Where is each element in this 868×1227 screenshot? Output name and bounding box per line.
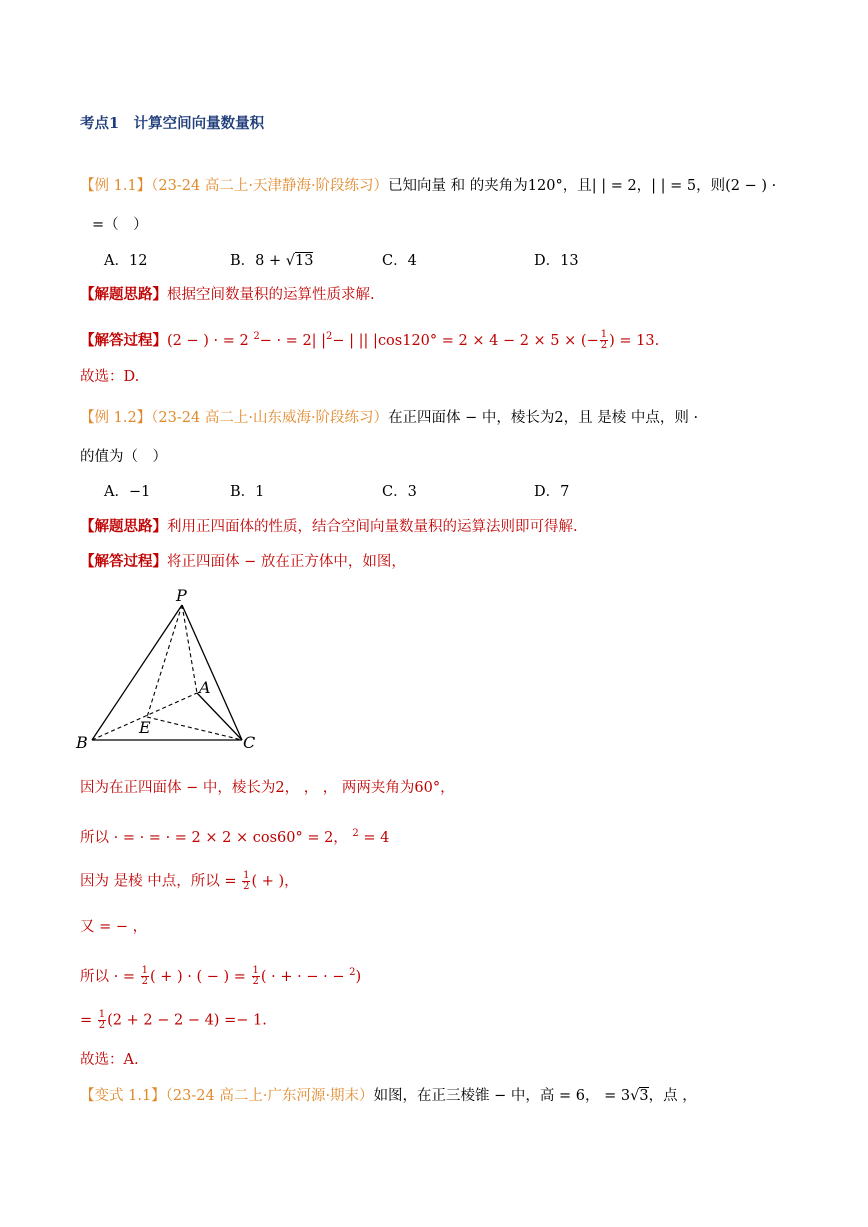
- l5-c: ( · + · − · −: [260, 968, 350, 985]
- label-p: P: [176, 586, 187, 605]
- frac-num: 1: [243, 870, 250, 881]
- process-c: − | || |cos120° = 2 × 4 − 2 × 5 ×: [332, 332, 581, 349]
- l5-a: 所以 · =: [80, 968, 140, 985]
- sqrt-radicand: 13: [295, 253, 314, 269]
- solution-line-4: 又 = − ，: [80, 919, 148, 935]
- solution-line-1: 因为在正四面体 − 中，棱长为2， ， ， 两两夹角为60°，: [80, 780, 455, 796]
- option-a: A．−1: [104, 484, 151, 500]
- option-d: D．13: [534, 253, 579, 269]
- process-sup2: 2: [326, 331, 333, 342]
- label-a: A: [199, 678, 211, 697]
- edge-pc: [182, 605, 242, 740]
- l2-a: 所以 · = · = · = 2 × 2 × cos60° = 2，: [80, 829, 353, 846]
- variation-source: （23-24 高二上·广东河源·期末）: [165, 1088, 374, 1104]
- l2-b: = 4: [358, 829, 390, 846]
- stem-text: 在正四面体 − 中，棱长为2，且 是棱 中点，则 ·: [388, 410, 699, 426]
- fraction: [242, 871, 250, 892]
- idea-line: [80, 285, 375, 305]
- example-source: （23-24 高二上·山东威海·阶段练习）: [151, 410, 389, 426]
- solution-line-6: [80, 1010, 267, 1031]
- idea-text: 根据空间数量积的运算性质求解.: [167, 287, 375, 303]
- frac-den: 2: [600, 340, 608, 352]
- example-1-1-stem: [80, 176, 776, 196]
- l5-b: ( + ) · ( − ) =: [149, 968, 251, 985]
- option-b: [230, 251, 313, 271]
- process-frac-post: ) = 13.: [609, 332, 660, 349]
- frac-num: 1: [252, 965, 259, 977]
- label-e: E: [139, 718, 151, 737]
- example-1-1-stem-cont: =（ ）: [92, 217, 148, 233]
- l2-sup: 2: [352, 828, 359, 839]
- variation-tag: 【变式 1.1】: [80, 1088, 166, 1104]
- frac-den: 2: [141, 976, 148, 988]
- idea-text: 利用正四面体的性质，结合空间向量数量积的运算法则即可得解.: [167, 519, 578, 535]
- edge-ac: [197, 693, 242, 740]
- l6-b: (2 + 2 − 2 − 4) =− 1.: [107, 1012, 267, 1029]
- stem-text-b: ，点 ，: [648, 1088, 697, 1104]
- idea-line: [80, 517, 578, 537]
- process-sup: 2: [253, 331, 260, 342]
- idea-tag: 【解题思路】: [80, 518, 167, 535]
- section-title: 考点1 计算空间向量数量积: [80, 115, 265, 132]
- example-tag: 【例 1.2】: [80, 410, 152, 426]
- option-b-text: B．8 +: [230, 253, 286, 269]
- example-1-2-stem-cont: 的值为（ ）: [80, 449, 167, 465]
- answer-line: 故选：A.: [80, 1052, 139, 1068]
- sqrt-radicand: 3: [639, 1088, 649, 1104]
- sqrt-symbol: √: [285, 253, 295, 269]
- option-d: D．7: [534, 484, 570, 500]
- example-source: （23-24 高二上·天津静海·阶段练习）: [151, 178, 389, 194]
- edge-pa: [182, 605, 197, 693]
- label-b: B: [76, 733, 88, 752]
- process-line: [80, 552, 406, 572]
- sqrt-symbol: √: [630, 1088, 640, 1104]
- option-b: B．1: [230, 484, 265, 500]
- stem-text: 已知向量 和 的夹角为120°，且| | = 2，| | = 5，则(2 − ) ·: [388, 178, 777, 194]
- example-tag: 【例 1.1】: [80, 178, 152, 194]
- l6-pre: =: [80, 1012, 97, 1029]
- frac-den: 2: [98, 1020, 106, 1031]
- tetrahedron-figure: [70, 585, 270, 755]
- fraction: [600, 330, 608, 351]
- l5-sup: 2: [349, 967, 356, 978]
- solution-line-2: [80, 824, 389, 848]
- frac-den: 2: [243, 881, 250, 892]
- option-a: A．12: [104, 253, 148, 269]
- idea-tag: 【解题思路】: [80, 286, 167, 303]
- frac-den: 2: [252, 976, 259, 988]
- fraction: [141, 966, 149, 987]
- edge-ec: [147, 717, 242, 740]
- fraction: [98, 1010, 106, 1031]
- process-text: 将正四面体 − 放在正方体中，如图，: [167, 554, 406, 570]
- process-line: [80, 327, 659, 351]
- l3-b: ( + )，: [251, 873, 299, 890]
- variation-1-1-stem: [80, 1086, 697, 1106]
- example-1-2-stem: [80, 408, 698, 428]
- stem-text: 如图，在正三棱锥 − 中，高 = 6， = 3: [373, 1088, 631, 1104]
- process-a: (2 − ) · = 2: [167, 332, 254, 349]
- process-tag: 【解答过程】: [80, 331, 167, 349]
- process-tag: 【解答过程】: [80, 553, 167, 570]
- frac-num: 1: [141, 965, 148, 977]
- option-c: C．3: [382, 484, 417, 500]
- option-c: C．4: [382, 253, 417, 269]
- solution-line-5: [80, 963, 361, 987]
- edge-pe: [147, 605, 182, 717]
- process-frac-pre: (−: [580, 332, 599, 349]
- frac-num: 1: [600, 329, 608, 341]
- fraction: [252, 966, 260, 987]
- frac-num: 1: [98, 1009, 106, 1020]
- label-c: C: [243, 733, 256, 752]
- answer-line: 故选：D.: [80, 369, 140, 385]
- process-b: − · = 2| |: [259, 332, 327, 349]
- l5-d: ): [355, 968, 362, 985]
- solution-line-3: [80, 871, 299, 892]
- l3-a: 因为 是棱 中点，所以 =: [80, 873, 242, 890]
